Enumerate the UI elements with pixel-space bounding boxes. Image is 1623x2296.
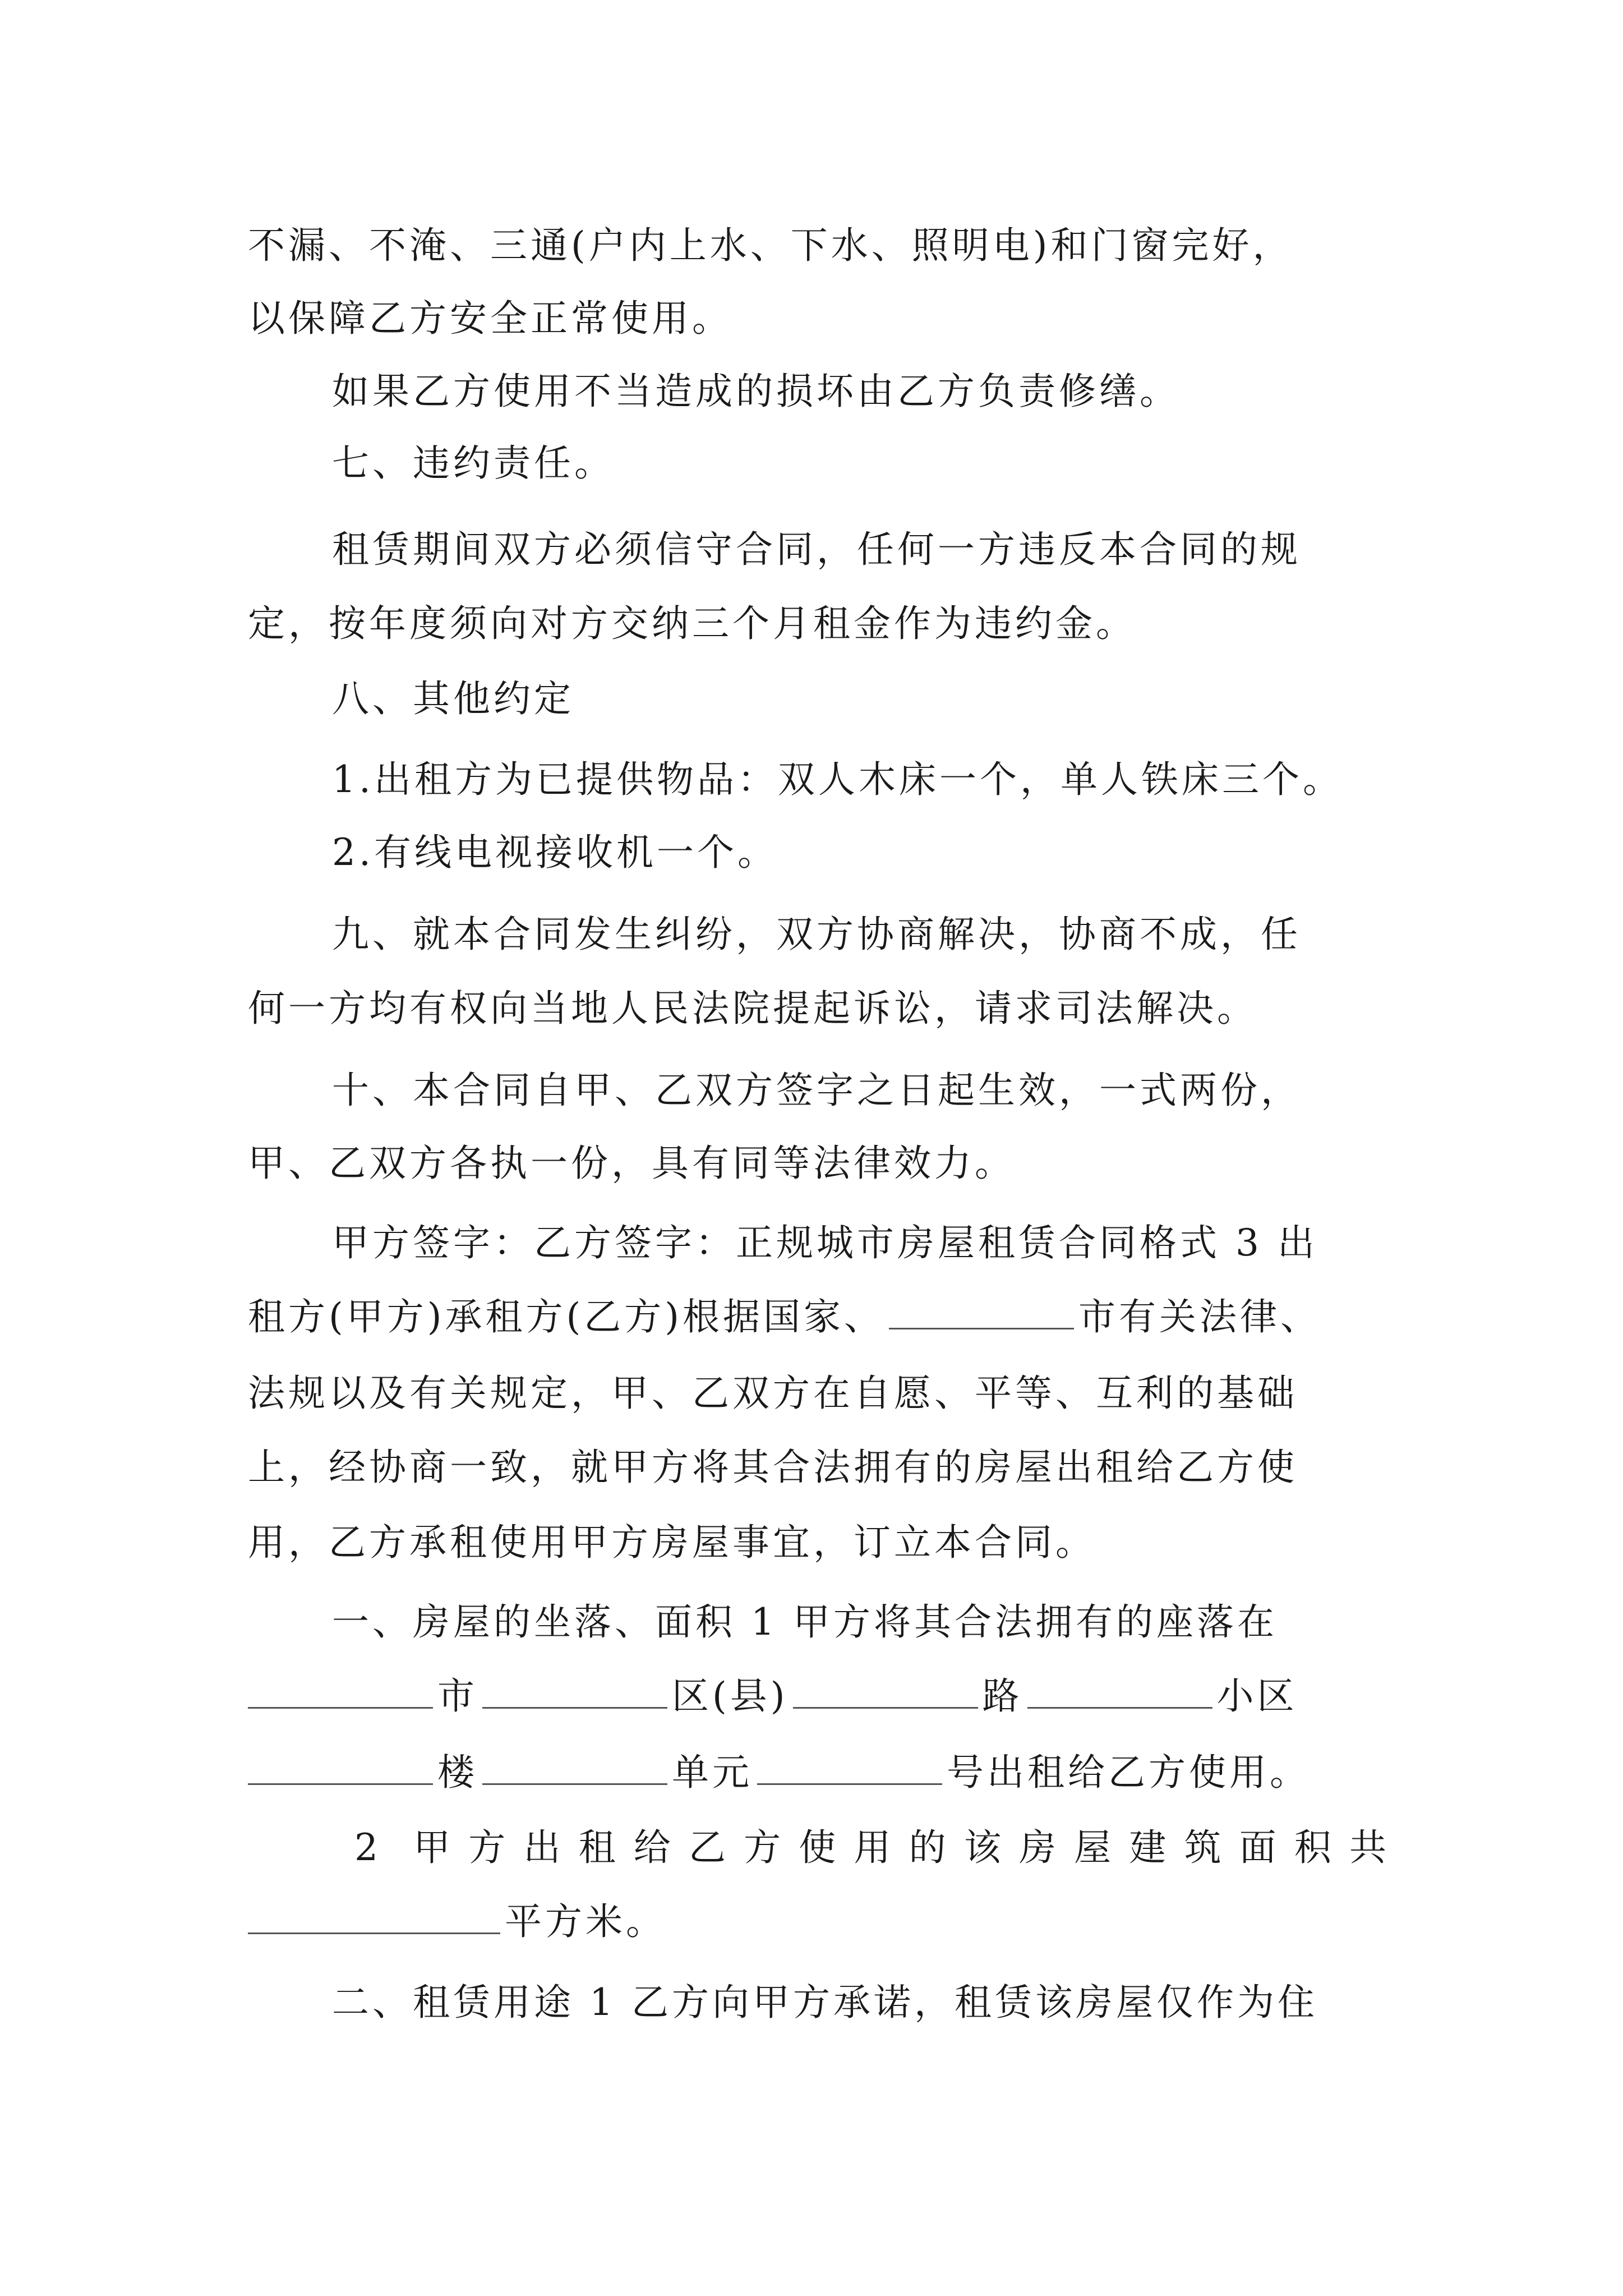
text-line: 以保障乙方安全正常使用。 [248,297,732,340]
text-segment: 平方米。 [505,1900,666,1943]
section-heading: 一、房屋的坐落、面积 1 甲方将其合法拥有的座落在 [332,1600,1278,1644]
blank-field [757,1749,942,1785]
text-line: 如果乙方使用不当造成的损坏由乙方负责修缮。 [332,370,1180,413]
text-line: 不漏、不淹、三通(户内上水、下水、照明电)和门窗完好， [248,224,1293,267]
text-line [248,1894,1392,1950]
text-segment: 路 [982,1674,1023,1718]
section-heading: 七、违约责任。 [332,441,615,485]
blank-field [248,1898,500,1934]
text-segment: 市 [437,1674,478,1718]
blank-field [248,1672,433,1709]
text-line: 用，乙方承租使用甲方房屋事宜，订立本合同。 [248,1521,1096,1564]
text-segment: 小区 [1216,1674,1298,1718]
blank-field [248,1749,433,1785]
text-line: 2.有线电视接收机一个。 [332,831,778,874]
text-segment: 单元 [672,1751,753,1794]
text-segment: 租方(甲方)承租方(乙方)根据国家、 [248,1295,884,1338]
text-line: 2 甲方出租给乙方使用的该房屋建筑面积共 [354,1826,1392,1869]
section-heading: 二、租赁用途 1 乙方向甲方承诺，租赁该房屋仅作为住 [332,1981,1318,2024]
text-line: 何一方均有权向当地人民法院提起诉讼，请求司法解决。 [248,987,1257,1030]
blank-field [1027,1672,1212,1709]
text-line: 九、就本合同发生纠纷，双方协商解决，协商不成，任 [332,913,1301,956]
text-line: 上，经协商一致，就甲方将其合法拥有的房屋出租给乙方使 [248,1446,1298,1489]
text-line: 租赁期间双方必须信守合同，任何一方违反本合同的规 [332,528,1301,571]
text-segment: 市有关法律、 [1078,1295,1321,1338]
text-line: 1.出租方为已提供物品：双人木床一个，单人铁床三个。 [332,758,1343,801]
section-heading: 八、其他约定 [332,677,574,720]
text-segment: 区(县) [672,1674,789,1718]
blank-field [482,1672,667,1709]
blank-field [482,1749,667,1785]
blank-field [793,1672,978,1709]
text-segment: 楼 [437,1751,478,1794]
text-line [248,1745,1392,1801]
text-line [248,1289,1392,1345]
text-line: 甲方签字：乙方签字：正规城市房屋租赁合同格式 3 出 [332,1221,1318,1264]
blank-field [889,1293,1074,1329]
text-line: 定，按年度须向对方交纳三个月租金作为违约金。 [248,602,1136,645]
text-line: 十、本合同自甲、乙双方签字之日起生效，一式两份， [332,1069,1301,1112]
text-line [248,1668,1392,1724]
text-line: 甲、乙双方各执一份，具有同等法律效力。 [248,1142,1015,1185]
text-segment: 号出租给乙方使用。 [947,1751,1310,1794]
text-line: 法规以及有关规定，甲、乙双方在自愿、平等、互利的基础 [248,1372,1298,1415]
